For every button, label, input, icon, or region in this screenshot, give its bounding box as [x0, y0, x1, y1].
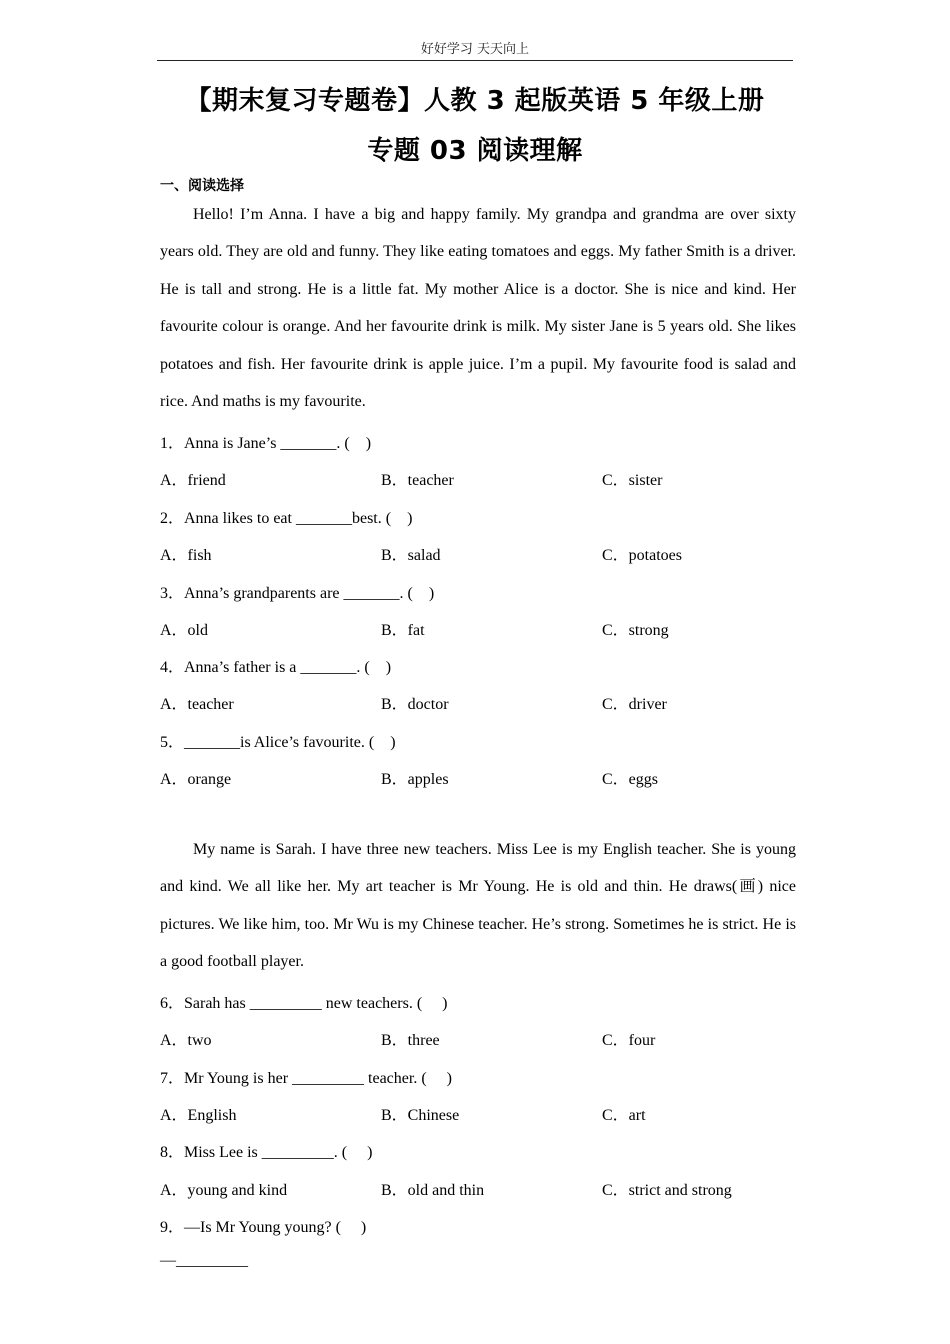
question-2: 2．Anna likes to eat _______best. ( ) — [160, 510, 413, 527]
document-title: 【期末复习专题卷】人教 3 起版英语 5 年级上册 — [185, 86, 765, 116]
question-1: 1．Anna is Jane’s _______. ( ) — [160, 435, 372, 452]
q8-option-b[interactable]: B．old and thin — [381, 1182, 485, 1199]
page-header: 好好学习 天天向上 — [420, 42, 530, 57]
question-8: 8．Miss Lee is _________. ( ) — [160, 1144, 373, 1161]
question-9: 9．—Is Mr Young young? ( ) — [160, 1219, 367, 1236]
q8-option-a[interactable]: A．young and kind — [160, 1182, 288, 1199]
question-5: 5．_______is Alice’s favourite. ( ) — [160, 734, 396, 751]
q4-option-b[interactable]: B．doctor — [381, 696, 449, 713]
q5-option-b[interactable]: B．apples — [381, 771, 449, 788]
q8-option-c[interactable]: C．strict and strong — [602, 1182, 732, 1199]
q3-option-b[interactable]: B．fat — [381, 622, 425, 639]
question-6: 6．Sarah has _________ new teachers. ( ) — [160, 995, 448, 1012]
q7-option-c[interactable]: C．art — [602, 1107, 646, 1124]
q1-option-a[interactable]: A．friend — [160, 472, 226, 489]
q3-option-c[interactable]: C．strong — [602, 622, 669, 639]
q4-option-c[interactable]: C．driver — [602, 696, 667, 713]
q7-option-a[interactable]: A．English — [160, 1107, 237, 1124]
q7-option-b[interactable]: B．Chinese — [381, 1107, 460, 1124]
reading-passage-1: Hello! I’m Anna. I have a big and happy family. My grandpa and grandma are over sixty years old. They are old and funny. They like eating tomatoes and eggs. My father Smith is a driver. He is tall and strong. He is a little fat. My mother Alice is a doctor. She is nice and kind. Her favourite colour is orange. And her favourite drink is milk. My sister Jane is 5 years old. She likes potatoes and fish. Her favourite drink is apple juice. I’m a pupil. My favourite food is salad and rice. And maths is my favourite. — [160, 206, 796, 411]
q9-answer-blank[interactable]: —_________ — [160, 1252, 248, 1269]
document-subtitle: 专题 03 阅读理解 — [367, 136, 583, 166]
q4-option-a[interactable]: A．teacher — [160, 696, 234, 713]
section-heading: 一、阅读选择 — [160, 178, 244, 194]
q6-option-b[interactable]: B．three — [381, 1032, 440, 1049]
q3-option-a[interactable]: A．old — [160, 622, 209, 639]
q6-option-a[interactable]: A．two — [160, 1032, 212, 1049]
q2-option-b[interactable]: B．salad — [381, 547, 441, 564]
header-divider — [157, 60, 793, 61]
question-4: 4．Anna’s father is a _______. ( ) — [160, 659, 392, 676]
q6-option-c[interactable]: C．four — [602, 1032, 656, 1049]
reading-passage-2: My name is Sarah. I have three new teachers. Miss Lee is my English teacher. She is young and kind. We all like her. My art teacher is Mr Young. He is old and thin. He draws(画) nice pictures. We like him, too. Mr Wu is my Chinese teacher. He’s strong. Sometimes he is strict. He is a good football player. — [160, 841, 797, 971]
q1-option-c[interactable]: C．sister — [602, 472, 663, 489]
question-7: 7．Mr Young is her _________ teacher. ( ) — [160, 1070, 452, 1087]
q1-option-b[interactable]: B．teacher — [381, 472, 454, 489]
q2-option-c[interactable]: C．potatoes — [602, 547, 682, 564]
q5-option-a[interactable]: A．orange — [160, 771, 232, 788]
q5-option-c[interactable]: C．eggs — [602, 771, 659, 788]
q2-option-a[interactable]: A．fish — [160, 547, 212, 564]
question-3: 3．Anna’s grandparents are _______. ( ) — [160, 585, 435, 602]
